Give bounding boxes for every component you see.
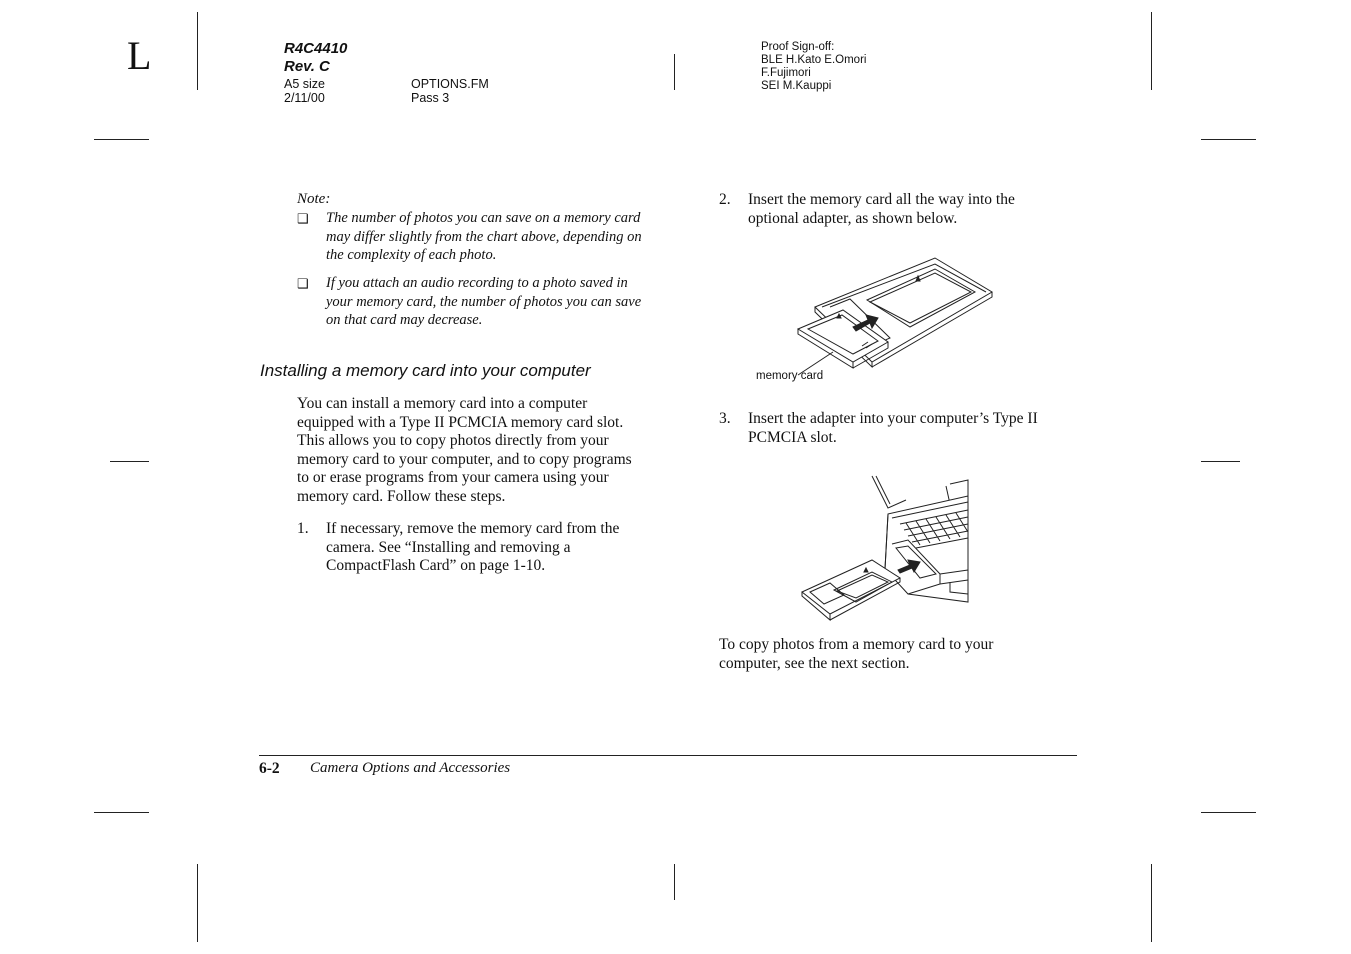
note-line: on that card may decrease.	[326, 312, 483, 329]
doc-size: A5 size	[284, 77, 325, 91]
closing-line: computer, see the next section.	[719, 654, 910, 672]
note-item	[326, 209, 661, 265]
proof-line: SEI M.Kauppi	[761, 80, 832, 92]
crop-mark	[110, 461, 149, 462]
intro-line: memory card to your computer, and to copy programs	[297, 450, 632, 468]
intro-paragraph	[297, 395, 662, 507]
note-title: Note:	[297, 191, 331, 207]
doc-rev: Rev. C	[284, 58, 330, 75]
checkbox-bullet-icon: ❑	[297, 276, 309, 291]
page-number: 6-2	[259, 760, 280, 777]
note-line: your memory card, the number of photos you can save	[326, 293, 642, 310]
step-line: camera. See “Installing and removing a	[326, 538, 571, 556]
step-text	[326, 520, 666, 576]
intro-line: This allows you to copy photos directly from your	[297, 432, 609, 450]
doc-code: R4C4410	[284, 40, 348, 57]
doc-date: 2/11/00	[284, 91, 325, 105]
crop-mark	[197, 864, 198, 942]
card-adapter-illustration	[750, 252, 1000, 387]
figure-label: memory card	[756, 370, 824, 382]
step-line: If necessary, remove the memory card from the	[326, 520, 620, 537]
crop-mark	[94, 139, 149, 140]
crop-mark	[1201, 812, 1256, 813]
checkbox-bullet-icon: ❑	[297, 211, 309, 226]
proof-line: Proof Sign-off:	[761, 41, 835, 53]
crop-mark	[1151, 12, 1152, 90]
crop-mark	[674, 54, 675, 90]
step-line: optional adapter, as shown below.	[748, 209, 958, 227]
intro-line: to or erase programs from your camera using your	[297, 469, 609, 487]
note-item	[326, 274, 661, 330]
footer-rule	[259, 755, 1077, 756]
intro-line: equipped with a Type II PCMCIA memory card slot.	[297, 413, 624, 431]
intro-line: You can install a memory card into a computer	[297, 395, 588, 412]
note-line: The number of photos you can save on a memory card	[326, 210, 641, 226]
corner-letter: L	[127, 33, 152, 78]
crop-mark	[94, 812, 149, 813]
crop-mark	[197, 12, 198, 90]
crop-mark	[1201, 139, 1256, 140]
closing-paragraph	[719, 636, 1089, 673]
note-line: If you attach an audio recording to a photo saved in	[326, 275, 628, 291]
doc-file: OPTIONS.FM	[411, 77, 489, 91]
step-number: 2.	[719, 191, 731, 208]
step-text	[748, 410, 1088, 447]
section-heading: Installing a memory card into your computer	[260, 361, 591, 380]
note-line: the complexity of each photo.	[326, 247, 497, 264]
doc-pass: Pass 3	[411, 91, 450, 105]
step-text	[748, 191, 1088, 228]
proof-signoff	[761, 41, 866, 93]
crop-mark	[1151, 864, 1152, 942]
step-line: Insert the memory card all the way into the	[748, 191, 1015, 208]
crop-mark	[1201, 461, 1240, 462]
step-line: CompactFlash Card” on page 1-10.	[326, 557, 546, 575]
step-number: 1.	[297, 520, 309, 537]
note-line: may differ slightly from the chart above, depending on	[326, 228, 642, 245]
footer-title: Camera Options and Accessories	[310, 760, 511, 776]
intro-line: memory card. Follow these steps.	[297, 487, 506, 505]
step-line: Insert the adapter into your computer’s Type II	[748, 410, 1038, 427]
laptop-slot-illustration	[800, 474, 970, 626]
closing-line: To copy photos from a memory card to your	[719, 636, 994, 653]
step-number: 3.	[719, 410, 731, 427]
crop-mark	[674, 864, 675, 900]
step-line: PCMCIA slot.	[748, 428, 837, 446]
proof-line: F.Fujimori	[761, 67, 811, 79]
proof-line: BLE H.Kato E.Omori	[761, 54, 867, 66]
